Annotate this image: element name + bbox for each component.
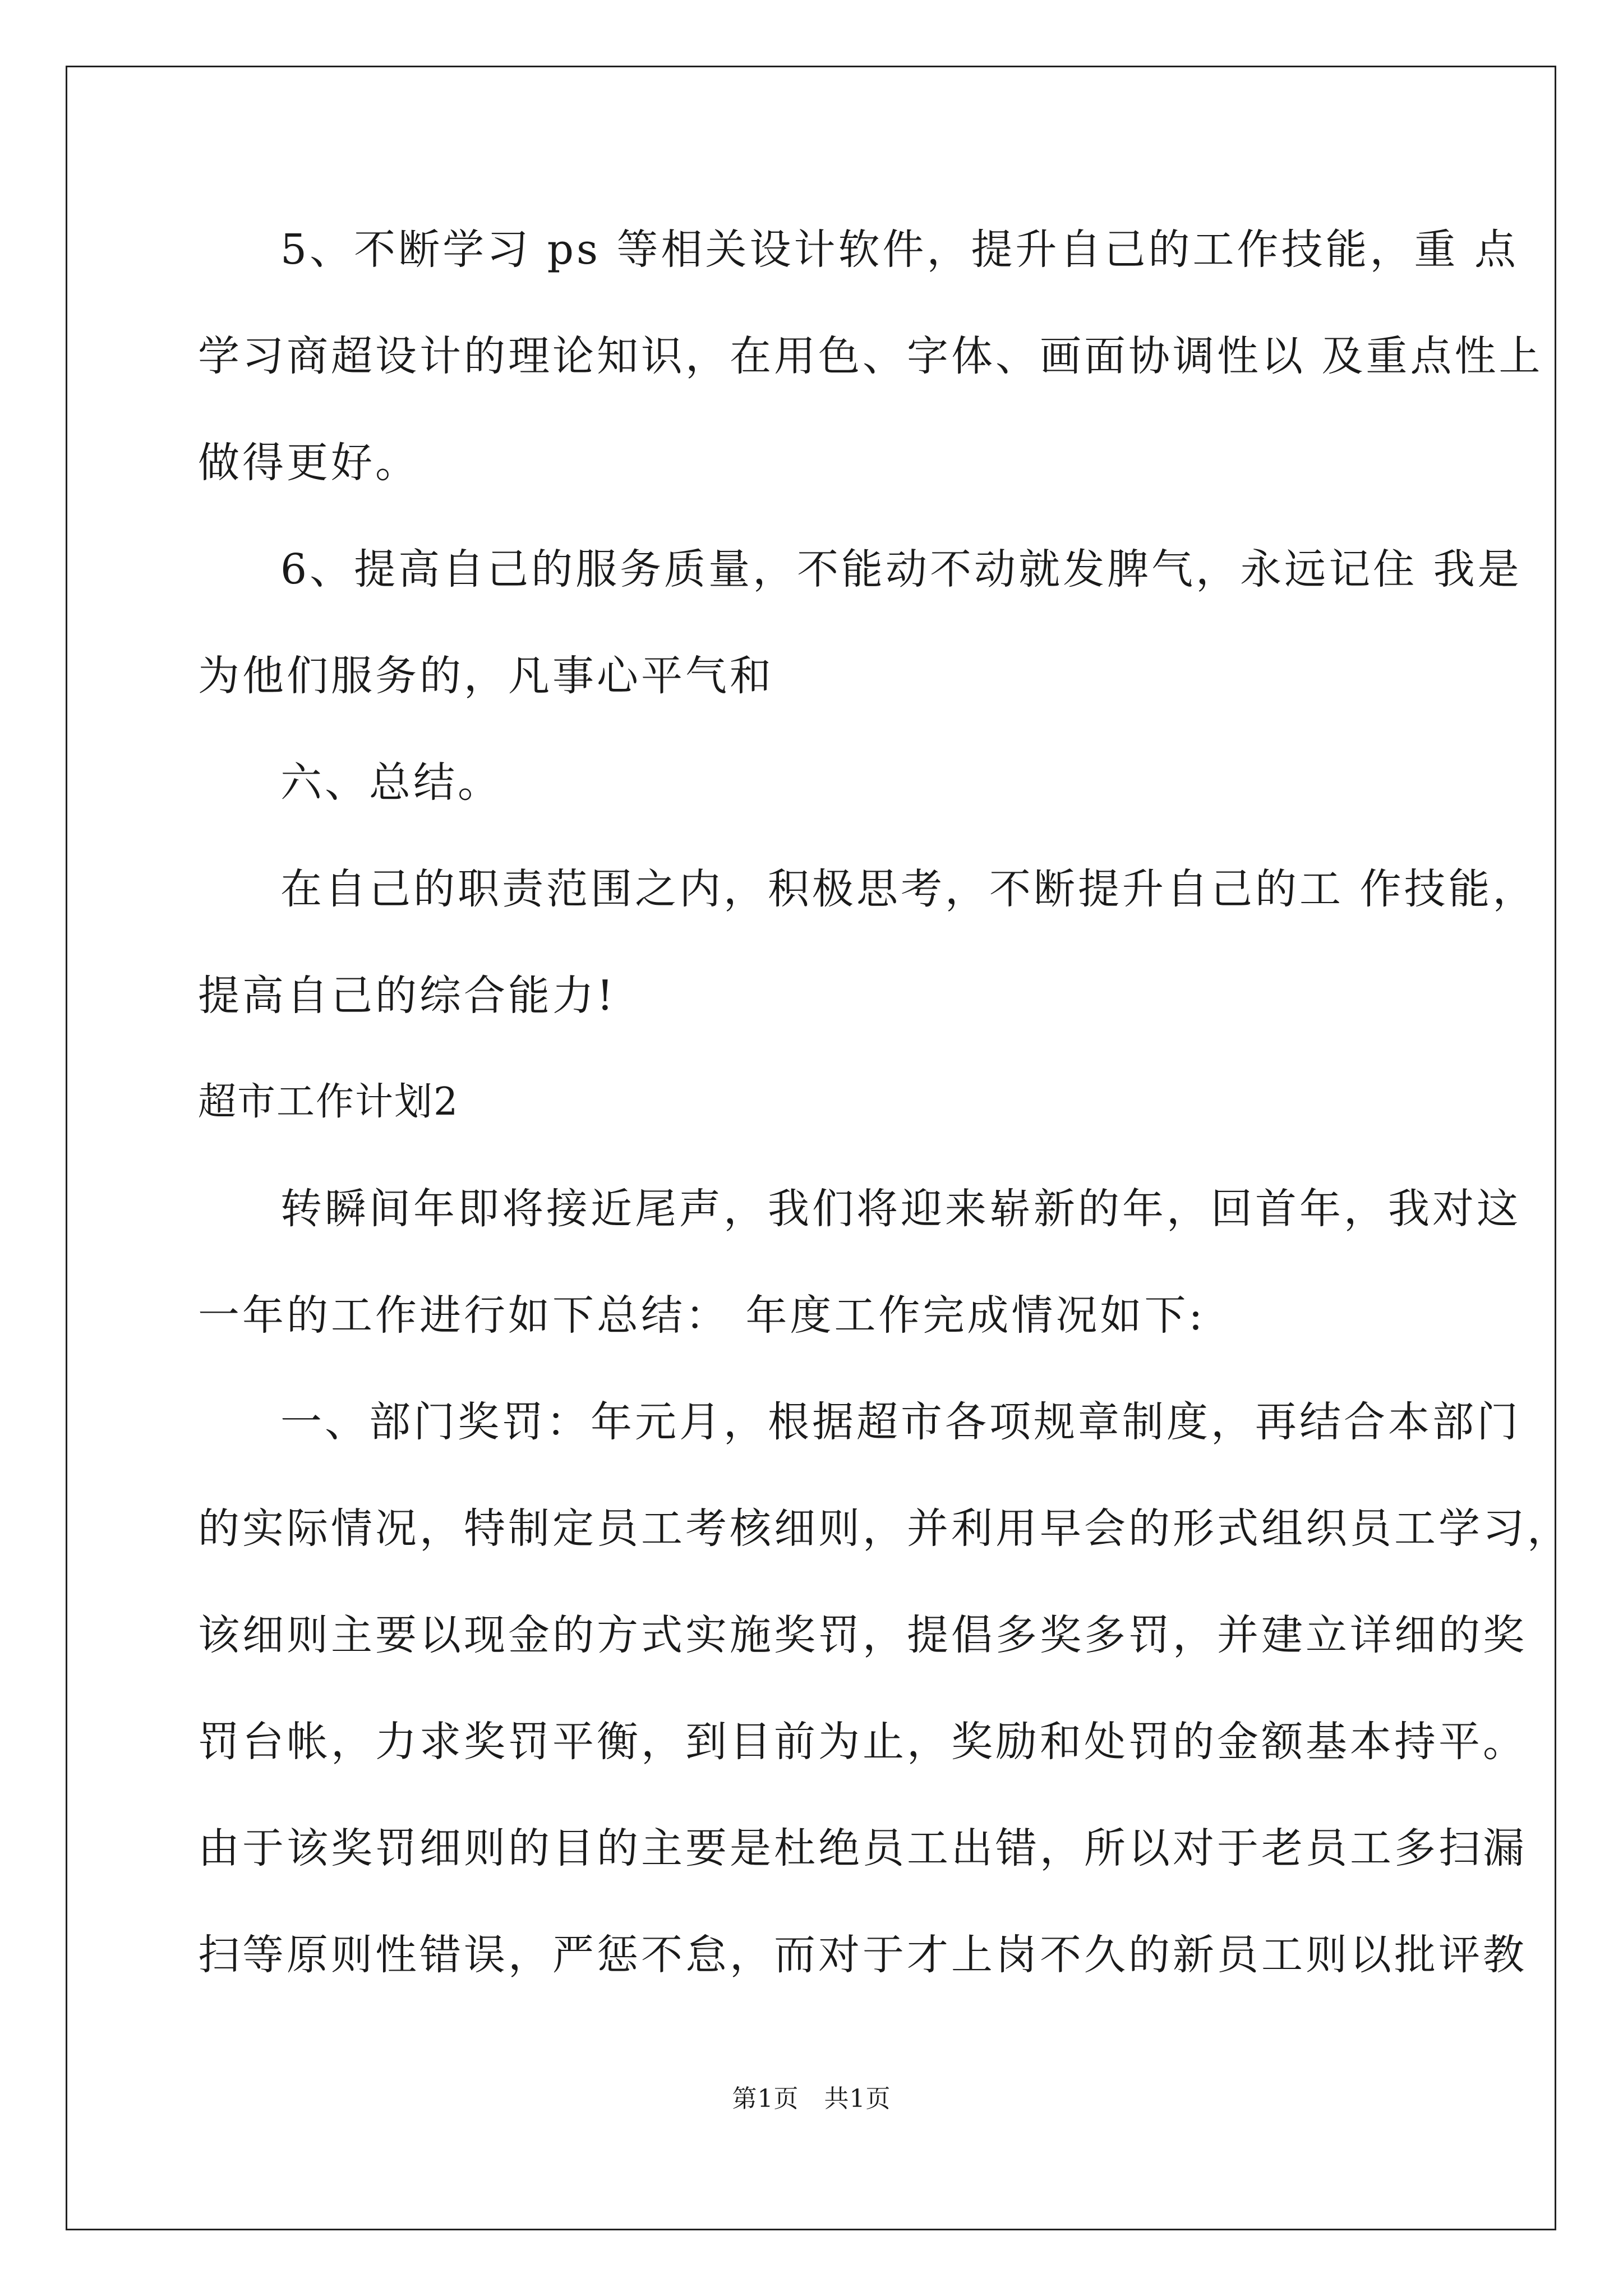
paragraph-line: 一年的工作进行如下总结： 年度工作完成情况如下: <box>198 1291 1206 1340</box>
paragraph-line: 的实际情况，特制定员工考核细则，并利用早会的形式组织员工学习， <box>198 1504 1571 1553</box>
paragraph-line: 6、提高自己的服务质量，不能动不动就发脾气，永远记住 我是 <box>280 545 1522 593</box>
paragraph-line: 提高自己的综合能力! <box>198 972 616 1020</box>
paragraph-line: 5、不断学习 ps 等相关设计软件，提升自己的工作技能，重 点 <box>280 226 1519 274</box>
document-subtitle: 超市工作计划2 <box>198 1080 459 1124</box>
paragraph-line: 罚台帐，力求奖罚平衡，到目前为止，奖励和处罚的金额基本持平。 <box>198 1718 1527 1766</box>
paragraph-line: 转瞬间年即将接近尾声，我们将迎来崭新的年，回首年，我对这 <box>280 1185 1521 1233</box>
paragraph-line: 该细则主要以现金的方式实施奖罚，提倡多奖多罚，并建立详细的奖 <box>198 1611 1527 1659</box>
paragraph-line: 一、部门奖罚：年元月，根据超市各项规章制度，再结合本部门 <box>280 1398 1521 1446</box>
paragraph-line: 做得更好。 <box>198 439 419 487</box>
section-heading: 六、总结。 <box>280 758 502 807</box>
page-border <box>66 66 1556 2230</box>
page-footer: 第1页 共1页 <box>732 2085 891 2113</box>
paragraph-line: 扫等原则性错误，严惩不怠，而对于才上岗不久的新员工则以批评教 <box>198 1931 1527 1979</box>
paragraph-line: 为他们服务的，凡事心平气和 <box>198 652 774 700</box>
paragraph-line: 学习商超设计的理论知识，在用色、字体、画面协调性以 及重点性上 <box>198 332 1543 380</box>
paragraph-line: 由于该奖罚细则的目的主要是杜绝员工出错，所以对于老员工多扫漏 <box>198 1824 1527 1872</box>
paragraph-line: 在自己的职责范围之内，积极思考，不断提升自己的工 作技能， <box>280 865 1537 913</box>
